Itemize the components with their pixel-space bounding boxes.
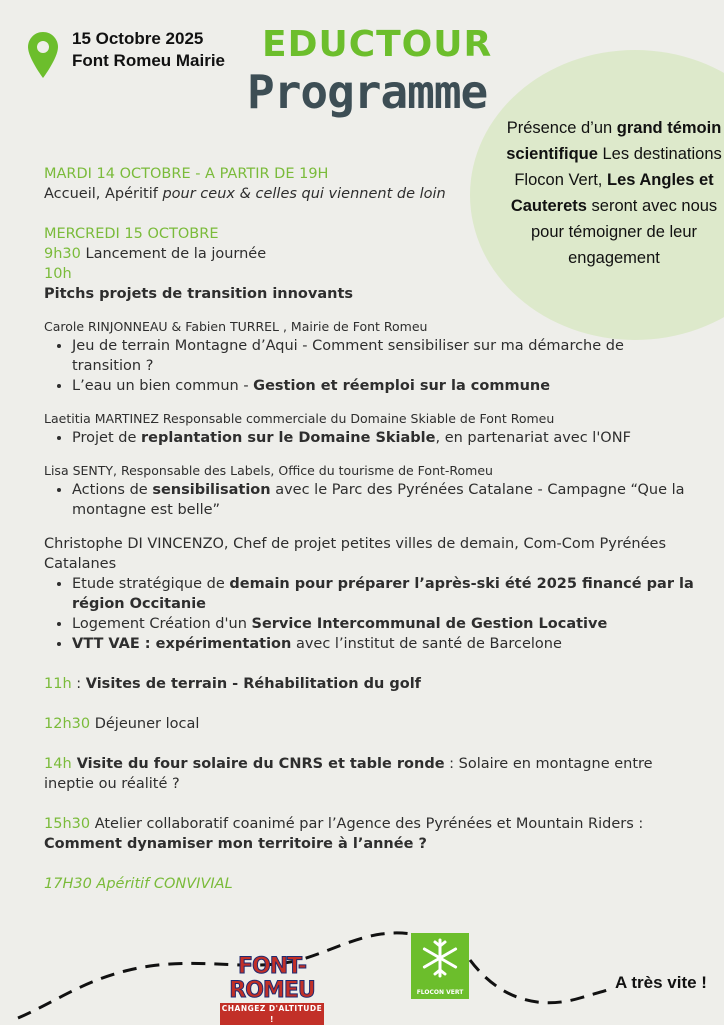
line-930 [44, 244, 694, 264]
text-1230: Déjeuner local [90, 716, 200, 732]
text-11h: Visites de terrain - Réhabilitation du golf [85, 676, 421, 692]
line-14h [44, 754, 694, 794]
p2-b1-b: replantation sur le Domaine Skiable [140, 430, 436, 446]
text-1530-b: Comment dynamiser mon territoire à l’année ? [44, 836, 427, 852]
dashed-path-decoration [0, 920, 724, 1024]
p4-b2-a: Logement Création d'un [72, 616, 252, 632]
list-item [72, 574, 694, 614]
p3-b1-b: sensibilisation [152, 482, 271, 498]
callout-t5: seront avec nous pour témoigner de leur engagement [530, 197, 718, 267]
time-930: 9h30 [44, 246, 81, 262]
list-item [72, 614, 694, 634]
time-10h: 10h [44, 266, 72, 282]
event-place: Font Romeu Mairie [72, 51, 226, 70]
title-eductour: EDUCTOUR [262, 24, 493, 65]
time-11h: 11h [44, 676, 72, 692]
p2-b1-c: , en partenariat avec l'ONF [435, 430, 631, 446]
snowflake-icon [419, 937, 461, 979]
callout-t1: Présence d’un [506, 119, 617, 137]
program [44, 164, 694, 894]
time-1530: 15h30 [44, 816, 91, 832]
font-romeu-logo-title: FONT-ROMEU [229, 954, 315, 1003]
flocon-vert-label: FLOCON VERT [416, 989, 464, 996]
tuesday-heading: MARDI 14 OCTOBRE - A PARTIR DE 19H [44, 166, 329, 182]
list-item [72, 376, 694, 396]
speaker-3-list [44, 480, 694, 520]
tuesday-line [44, 184, 694, 204]
p1-b2-b: Gestion et réemploi sur la commune [253, 378, 551, 394]
list-item: • Jeu de terrain Montagne d’Aqui - Comment sensibiliser sur ma démarche de transition ? [72, 336, 694, 376]
time-1230: 12h30 [44, 716, 91, 732]
speaker-1-list [44, 336, 694, 396]
font-romeu-logo-tag: CHANGEZ D'ALTITUDE ! [221, 1004, 323, 1024]
text-1730: Apéritif CONVIVIAL [91, 876, 233, 892]
speaker-3: Lisa SENTY, Responsable des Labels, Office du tourisme de Font-Romeu [44, 463, 493, 478]
p3-b1-a: Actions de [72, 482, 153, 498]
p2-b1-a: Projet de [72, 430, 141, 446]
text-14h-b: Visite du four solaire du CNRS et table ronde [71, 756, 445, 772]
list-item [72, 634, 694, 654]
title-programme: Programme [247, 65, 488, 119]
tuesday-italic: pour ceux & celles qui viennent de loin [162, 186, 446, 202]
list-item [72, 428, 694, 448]
font-romeu-logo [220, 955, 324, 1025]
event-header [72, 28, 225, 72]
line-1530 [44, 814, 694, 834]
p4-b3-a: VTT VAE : expérimentation [72, 636, 292, 652]
callout-t4: Les Angles et Cauterets [510, 171, 714, 215]
line-11h [44, 674, 694, 694]
wednesday-heading: MERCREDI 15 OCTOBRE [44, 226, 219, 242]
speaker-4: Christophe DI VINCENZO, Chef de projet petites villes de demain, Com-Com Pyrénées Catalanes [44, 536, 666, 572]
time-14h: 14h [44, 756, 72, 772]
speaker-2: Laetitia MARTINEZ Responsable commerciale du Domaine Skiable de Font Romeu [44, 411, 555, 426]
location-pin-icon [28, 32, 58, 78]
speaker-1: Carole RINJONNEAU & Fabien TURREL , Mairie de Font Romeu [44, 319, 428, 334]
sep-11h: : [71, 676, 86, 692]
speaker-4-list [44, 574, 694, 654]
p1-b2-a: L’eau un bien commun - [72, 378, 254, 394]
tuesday-text: Accueil, Apéritif [44, 186, 163, 202]
line-1230 [44, 714, 694, 734]
time-1730: 17H30 [44, 876, 92, 892]
p4-b1-b: demain pour préparer l’après-ski été 2025 financé par la région Occitanie [72, 576, 694, 612]
list-item [72, 480, 694, 520]
p4-b3-b: avec l’institut de santé de Barcelone [291, 636, 562, 652]
text-14h-c: : Solaire en montagne entre ineptie ou réalité ? [44, 756, 653, 792]
closing-text: A très vite ! [615, 973, 707, 992]
text-930: Lancement de la journée [80, 246, 267, 262]
pitch-title: Pitchs projets de transition innovants [44, 286, 354, 302]
flocon-vert-logo [411, 933, 469, 999]
speaker-2-list [44, 428, 694, 448]
p4-b1-a: Etude stratégique de [72, 576, 230, 592]
callout-t2: grand témoin scientifique [506, 119, 722, 163]
p3-b1-c: avec le Parc des Pyrénées Catalane - Campagne “Que la montagne est belle” [72, 482, 685, 518]
callout-t3: Les destinations Flocon Vert, [514, 145, 722, 189]
text-1530: Atelier collaboratif coanimé par l’Agence des Pyrénées et Mountain Riders : [90, 816, 644, 832]
p4-b2-b: Service Intercommunal de Gestion Locative [251, 616, 608, 632]
line-1730 [44, 874, 694, 894]
event-date: 15 Octobre 2025 [72, 29, 204, 48]
